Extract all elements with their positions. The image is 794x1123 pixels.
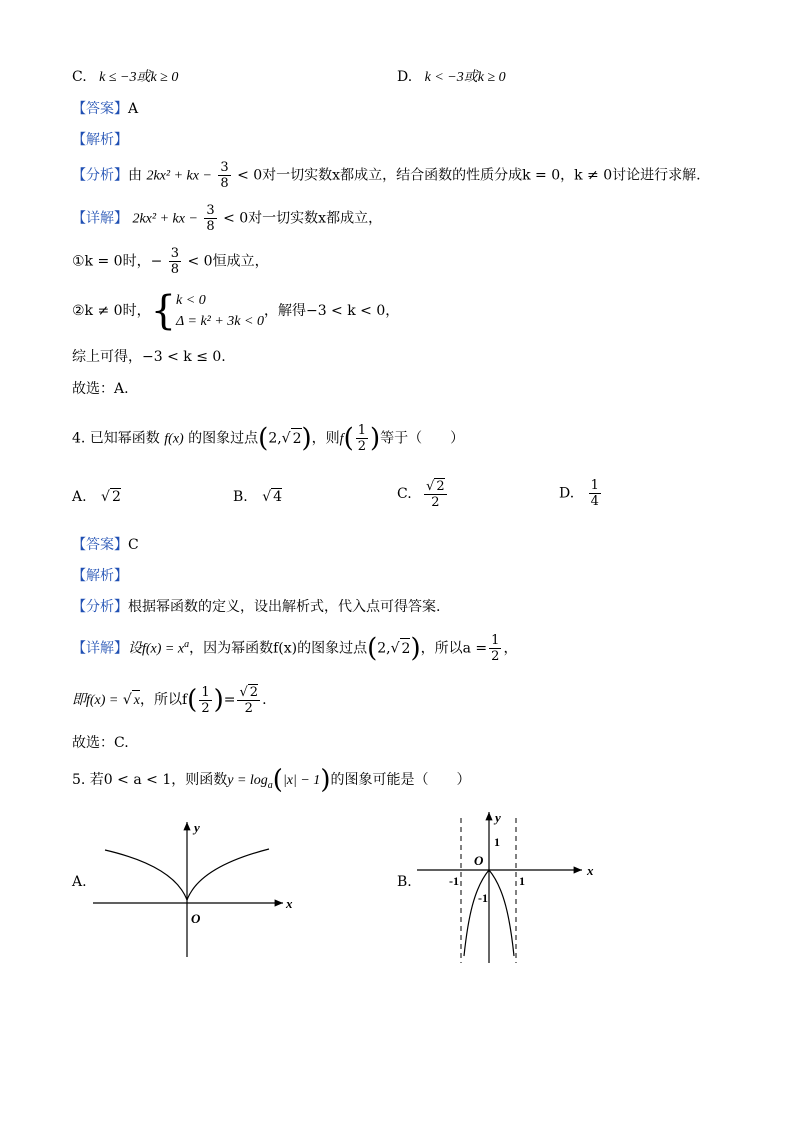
fenxi-tag: 【分析】 bbox=[72, 599, 128, 615]
numerator: 3 bbox=[206, 203, 215, 218]
q3-summary: 综上可得，−3 < k ≤ 0. bbox=[72, 349, 226, 365]
y-label: y bbox=[495, 810, 501, 825]
denominator: 8 bbox=[220, 176, 229, 191]
option-a-label: A. bbox=[72, 489, 87, 505]
q3-option-c bbox=[72, 66, 178, 86]
detail-expr: 2kx² + kx − bbox=[132, 211, 198, 227]
q4-analysis-tag bbox=[72, 566, 128, 586]
fenxi-tag: 【分析】 bbox=[72, 167, 128, 184]
line2-sqrt: x bbox=[132, 690, 140, 711]
detail-tag: 【详解】 bbox=[72, 640, 128, 657]
q3-choice: 故选：A. bbox=[72, 381, 129, 397]
option-d-fraction bbox=[589, 478, 601, 509]
denominator: 2 bbox=[491, 649, 500, 664]
q4-answer bbox=[72, 535, 139, 555]
line2-eq: = bbox=[223, 692, 236, 708]
graph-b bbox=[412, 808, 598, 966]
q3-analysis-tag bbox=[72, 130, 128, 150]
denominator: 2 bbox=[201, 700, 210, 716]
answer-value: C bbox=[128, 537, 139, 553]
q3-option-d bbox=[397, 66, 506, 86]
q4-fx: f(x) bbox=[164, 431, 184, 447]
fraction bbox=[199, 685, 211, 716]
detail-pre: 设f(x) = x bbox=[128, 641, 185, 657]
point-b: 2 bbox=[291, 428, 302, 449]
numerator: 3 bbox=[170, 246, 180, 261]
q4-option-b: B. √ 4 bbox=[233, 489, 283, 505]
case2-pre: ②k ≠ 0时， bbox=[72, 303, 151, 319]
q5-sub: a bbox=[267, 779, 273, 791]
q3-case1 bbox=[72, 246, 269, 277]
option-d-text: k < −3或k ≥ 0 bbox=[424, 70, 506, 85]
q4-option-d bbox=[559, 478, 603, 509]
q4-stem-then: ，则 bbox=[311, 430, 340, 447]
q5-option-b-label: B. bbox=[397, 874, 412, 890]
fenxi-pre: 由 bbox=[128, 167, 142, 184]
denominator: 2 bbox=[244, 701, 253, 716]
q4-choice: 故选：C. bbox=[72, 735, 129, 751]
analysis-tag: 【解析】 bbox=[72, 132, 128, 148]
numerator: 1 bbox=[590, 478, 599, 493]
system bbox=[176, 290, 264, 332]
tick-y-neg1: -1 bbox=[478, 891, 488, 905]
q5-pre: 5. 若0 < a < 1，则函数 bbox=[72, 772, 228, 788]
numerator: 3 bbox=[220, 160, 229, 175]
origin-label: O bbox=[191, 911, 201, 926]
fraction bbox=[169, 246, 181, 277]
x-label: x bbox=[286, 896, 293, 911]
curve-right bbox=[489, 870, 514, 956]
q4-stem-post: 等于（ ） bbox=[380, 430, 465, 447]
tick-y-pos1: 1 bbox=[494, 835, 500, 849]
answer-tag: 【答案】 bbox=[72, 537, 128, 553]
curve-left bbox=[105, 850, 187, 900]
fraction bbox=[218, 160, 230, 191]
denominator: 2 bbox=[431, 495, 440, 510]
line2-pre: 即f(x) = bbox=[72, 693, 119, 708]
q4-f: f bbox=[339, 431, 344, 447]
answer-tag: 【答案】 bbox=[72, 101, 128, 117]
numerator: 1 bbox=[201, 684, 210, 700]
q5-arg: |x| − 1 bbox=[282, 773, 321, 788]
q3-answer bbox=[72, 99, 138, 119]
answer-value: A bbox=[128, 101, 139, 117]
q3-fenxi bbox=[72, 160, 701, 191]
fraction bbox=[204, 203, 216, 234]
system-line-2: Δ = k² + 3k < 0 bbox=[176, 314, 264, 329]
detail-sup: a bbox=[184, 638, 190, 650]
option-a-value: 2 bbox=[111, 489, 121, 505]
option-b-label: B. bbox=[233, 489, 248, 505]
q5-post: 的图象可能是（ ） bbox=[330, 772, 471, 788]
detail-post: < 0对一切实数x都成立， bbox=[223, 210, 383, 227]
option-b-value: 4 bbox=[273, 489, 283, 505]
point-a: 2, bbox=[268, 430, 282, 447]
tick-x-pos1: 1 bbox=[519, 874, 525, 888]
q4-stem: 4. 已知幂函数 f(x) 的图象过点(2,√ 2)，则f( $\frac{1}{2}$ )等于（ ） bbox=[72, 423, 465, 454]
curve-right bbox=[187, 849, 269, 900]
curve-left bbox=[464, 870, 489, 956]
fraction bbox=[356, 423, 368, 454]
detail-so: ，所以a = bbox=[420, 640, 488, 657]
left-brace: { bbox=[150, 288, 177, 334]
numerator: 1 bbox=[357, 423, 366, 438]
fenxi-post: < 0对一切实数x都成立，结合函数的性质分成k = 0，k ≠ 0讨论进行求解. bbox=[237, 167, 701, 184]
option-c-fraction: $\frac{√ 2}{2}$ bbox=[426, 479, 445, 510]
point-a: 2, bbox=[377, 640, 391, 657]
tick-x-neg1: -1 bbox=[449, 874, 459, 888]
origin-label: O bbox=[474, 853, 484, 868]
q4-option-c bbox=[397, 478, 449, 510]
detail-mid: ，因为幂函数f(x)的图象过点 bbox=[189, 640, 368, 657]
denominator: 8 bbox=[206, 219, 215, 234]
fraction bbox=[489, 633, 501, 664]
q3-case2 bbox=[72, 290, 399, 332]
point-b: 2 bbox=[400, 638, 411, 659]
line2-end: . bbox=[262, 692, 267, 708]
q4-stem-pre: 4. 已知幂函数 bbox=[72, 430, 160, 447]
fenxi-text: 根据幂函数的定义，设出解析式，代入点可得答案. bbox=[128, 599, 441, 615]
option-d-label: D. bbox=[559, 485, 575, 502]
denominator: 8 bbox=[170, 262, 180, 277]
detail-tag: 【详解】 bbox=[72, 210, 128, 227]
option-c-label: C. bbox=[397, 486, 412, 502]
detail-end: ， bbox=[503, 640, 518, 657]
analysis-tag: 【解析】 bbox=[72, 568, 128, 584]
denominator: 2 bbox=[357, 439, 366, 454]
q5-func: y = log bbox=[227, 773, 268, 788]
numerator: 2 bbox=[249, 685, 259, 700]
option-c-text: k ≤ −3或k ≥ 0 bbox=[99, 70, 179, 85]
q4-fenxi bbox=[72, 597, 440, 617]
line2-mid: ，所以f bbox=[139, 692, 188, 708]
q4-line2: 即f(x) = √ x，所以f( $\frac{1}{2}$ )= $\frac{√ 2}{2}$ . bbox=[72, 684, 267, 716]
case1-pre: ①k = 0时，− bbox=[72, 253, 163, 270]
result-fraction: $\frac{√ 2}{2}$ bbox=[239, 685, 259, 716]
q4-detail: 【详解】设$f(x) = x^a$，因为幂函数f(x)的图象过点(2,√ 2)，所以a = $\frac{1}{2}$ ， bbox=[72, 633, 518, 664]
numerator: 1 bbox=[491, 633, 500, 648]
q5-option-a-label: A. bbox=[72, 874, 87, 890]
option-d-label: D. bbox=[397, 69, 413, 85]
system-line-1: k < 0 bbox=[176, 293, 206, 308]
option-c-label: C. bbox=[72, 69, 87, 85]
q5-stem: 5. 若0 < a < 1，则函数$y = \log_a(|x| - 1)$的图象可能是（ ） bbox=[72, 765, 471, 795]
denominator: 4 bbox=[590, 494, 599, 509]
fenxi-expr: 2kx² + kx − bbox=[146, 168, 212, 184]
y-label: y bbox=[194, 820, 200, 835]
x-label: x bbox=[587, 863, 594, 878]
q3-detail bbox=[72, 203, 382, 234]
case1-post: < 0恒成立， bbox=[187, 253, 269, 270]
numerator: 2 bbox=[436, 479, 445, 494]
case2-post: ，解得−3 < k < 0， bbox=[263, 303, 400, 319]
graph-a bbox=[88, 816, 298, 962]
q4-stem-mid: 的图象过点 bbox=[188, 430, 259, 447]
q4-option-a: A. √ 2 bbox=[72, 489, 121, 505]
